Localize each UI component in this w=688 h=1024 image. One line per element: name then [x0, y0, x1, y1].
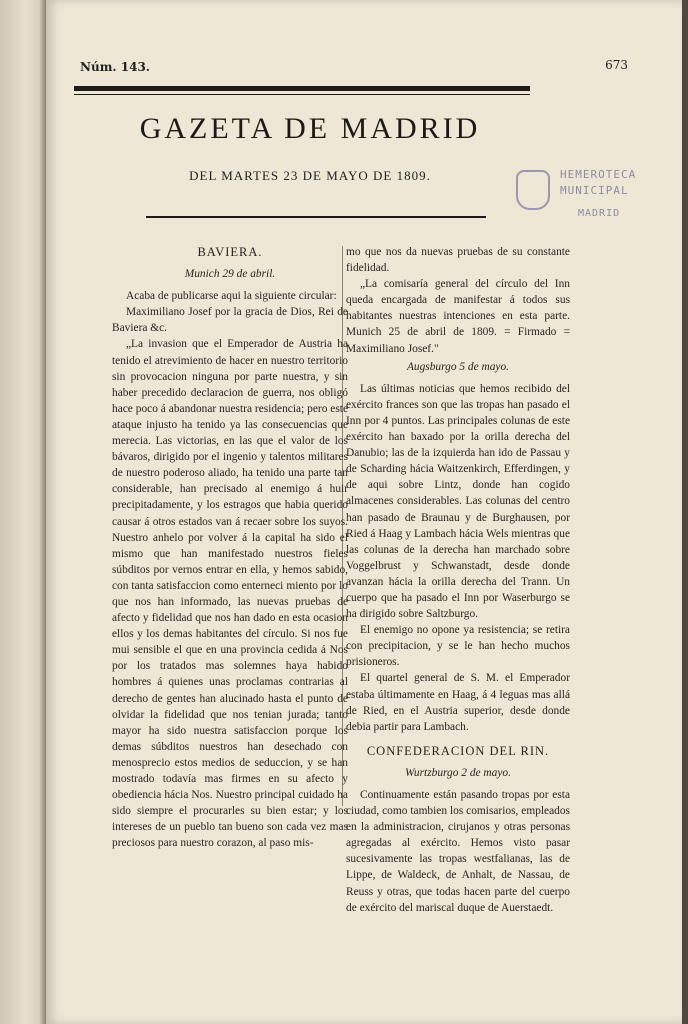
- dateline-wurtzburgo: Wurtzburgo 2 de mayo.: [405, 766, 511, 779]
- paragraph: mo que nos da nuevas pruebas de su constante fidelidad.: [346, 246, 570, 275]
- paragraph: Maximiliano Josef por la gracia de Dios, Rei de Baviera &c.: [112, 306, 348, 335]
- paragraph: Continuamente están pasando tropas por esta ciudad, como tambien los comisarios, empleados en la administracion, cirujanos y otras personas agregadas al exército. Hemos visto pasar sucesivamente las tropas westfalianas, las de Lippe, de Waldeck, de Anhalt, de Nassau, de Reuss y otras, que todas hacen parte del cuerpo de exército del mariscal duque de Auerstaedt.: [346, 789, 570, 914]
- section-heading-confederacion: CONFEDERACION DEL RIN.: [366, 743, 550, 758]
- library-stamp: [512, 162, 672, 226]
- issue-number: Núm. 143.: [80, 60, 150, 74]
- top-rule-thin: [74, 94, 530, 95]
- paragraph: Las últimas noticias que hemos recibido del exército frances son que las tropas han pasado el Inn por 4 puntos. Las principales colunas de este exército han baxado por la orilla derecha del Danubio; las de la izquierda han ido de Passau y de Scharding hácia Waitzenkirch, Efferdingen, y de aqui sobre Lintz, donde han cogido almacenes considerables. Las colunas del centro han pasado de Braunau y de Burghausen, por Ried á Haag y Lambach hácia Wels mientras que las colunas de la derecha han marchado sobre Voggelbrust y Schwanstadt, desde donde avanzan hácia la orilla derecha del Trann. Un cuerpo que ha pasado el Inn por Waserburgo se ha dirigido sobre Saltzburgo.: [346, 382, 570, 621]
- paragraph: El quartel general de S. M. el Emperador estaba últimamente en Haag, á 4 leguas mas allá de Ried, en el Austria superior, desde donde debia partir para Lambach.: [346, 672, 570, 733]
- dateline-augsburgo: Augsburgo 5 de mayo.: [406, 360, 510, 373]
- paragraph: „La invasion que el Emperador de Austria ha tenido el atrevimiento de hacer en nuestro territorio sin provocacion ninguna por parte nuestra, y sin haber precedido declaracion de guerra, nos obligó hace poco á abandonar nuestra residencia; pero este ataque injusto ha tenido ya las consecuencias que merecia. Las victorias, en las que el valor de los bávaros, dirigido por el ingenio y talentos militares de nuestro poderoso aliado, ha tenido una parte tan considerable, han precisado al enemigo á huir precipitadamente, y los estragos que habia querido causar á otros estados van á recaer sobre los suyos. Nuestro anhelo por volver á la capital ha sido el mismo que han manifestado nuestros fieles súbditos por vernos entrar en ella, y hemos sabido, con tanta satisfaccion como enterneci miento por lo que nos han informado, las nuevas pruebas de afecto y fidelidad que nos han dado en esta ocasion ellos y los demas habitantes del círculo. Si nos fue mui sensible el que en una provincia cedida á Nos por los tratados mas solemnes haya habido hombres á quienes unas proclamas contrarias al derecho de gentes han alucinado hasta el punto de olvidar la fidelidad que nos tenian jurada; tanto mayor ha sido nuestra satisfaccion porque los demas súbditos nuestros han desechado con menosprecio estos medios de seduccion, y se han mostrado todavía mas firmes en su afecto y obediencia hácia Nos. Nuestro principal cuidado ha sido siempre el procurarles su bien estar; y los intereses de un pueblo tan bueno son cada vez mas preciosos para nuestro corazon, al paso mis-: [112, 338, 348, 850]
- right-column: [346, 244, 570, 916]
- crest-icon: [516, 170, 550, 210]
- stamp-line-3: MADRID: [578, 208, 621, 219]
- page-number: 673: [605, 58, 628, 72]
- dateline: DEL MARTES 23 DE MAYO DE 1809.: [189, 168, 431, 183]
- paragraph: „La comisaría general del círculo del Inn queda encargada de manifestar á todos sus habitantes nuestras intenciones en esta parte. Munich 25 de abril de 1809. = Firmado = Maximiliano Josef.": [346, 278, 570, 355]
- page-binding-edge: [682, 0, 688, 1024]
- dateline-munich: Munich 29 de abril.: [184, 268, 276, 281]
- section-heading-baviera: BAVIERA.: [197, 245, 263, 259]
- masthead-title: GAZETA DE MADRID: [139, 112, 481, 145]
- paragraph: El enemigo no opone ya resistencia; se retira con precipitacion, y se le han hecho muchos prisioneros.: [346, 624, 570, 669]
- paragraph: Acaba de publicarse aqui la siguiente circular:: [126, 290, 337, 303]
- stamp-line-2: MUNICIPAL: [560, 184, 629, 197]
- header-bottom-rule: [146, 216, 486, 218]
- stamp-line-1: HEMEROTECA: [560, 168, 637, 181]
- left-column: [112, 244, 348, 851]
- facing-page-edge: [0, 0, 46, 1024]
- top-rule-thick: [74, 86, 530, 91]
